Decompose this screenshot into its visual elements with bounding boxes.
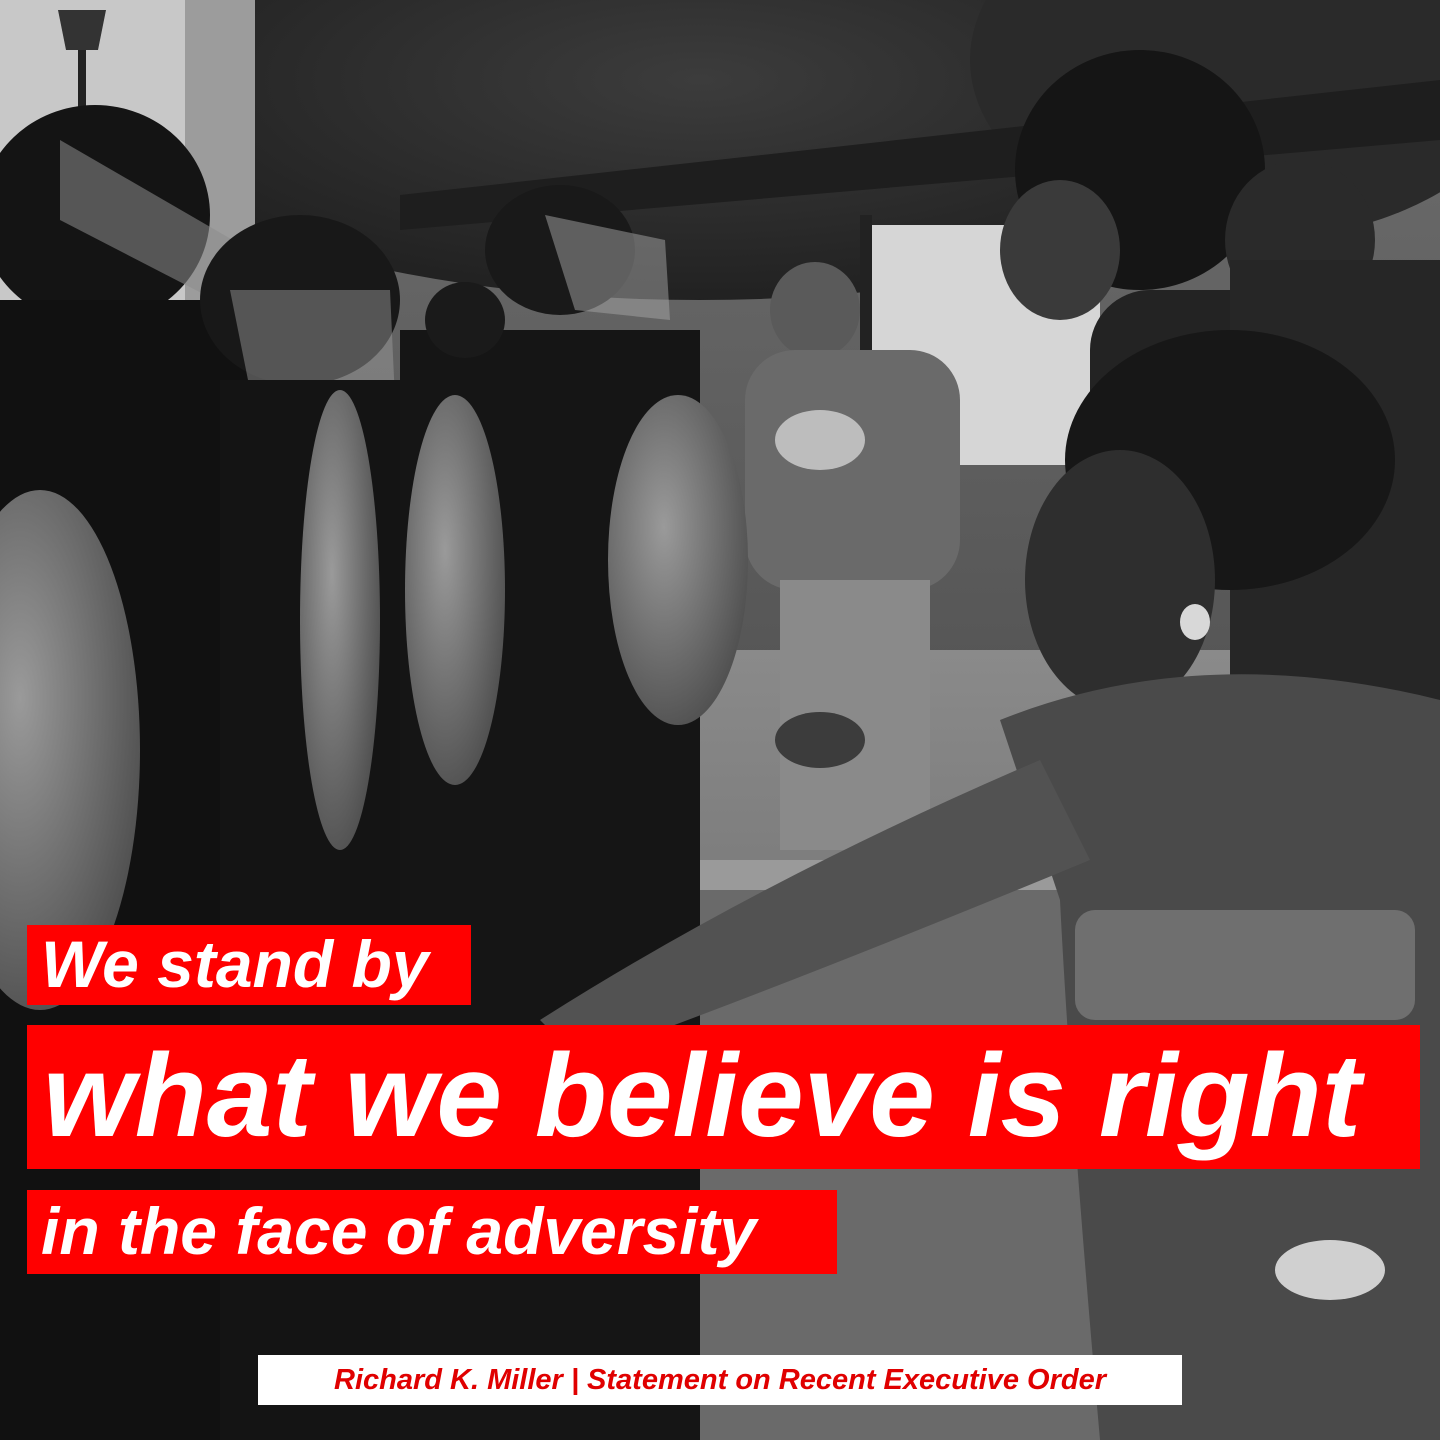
quote-line-2: what we believe is right [27,1025,1420,1169]
quote-line-3: in the face of adversity [27,1190,837,1274]
quote-line-1: We stand by [27,925,471,1005]
attribution-caption: Richard K. Miller | Statement on Recent Executive Order [258,1355,1182,1405]
